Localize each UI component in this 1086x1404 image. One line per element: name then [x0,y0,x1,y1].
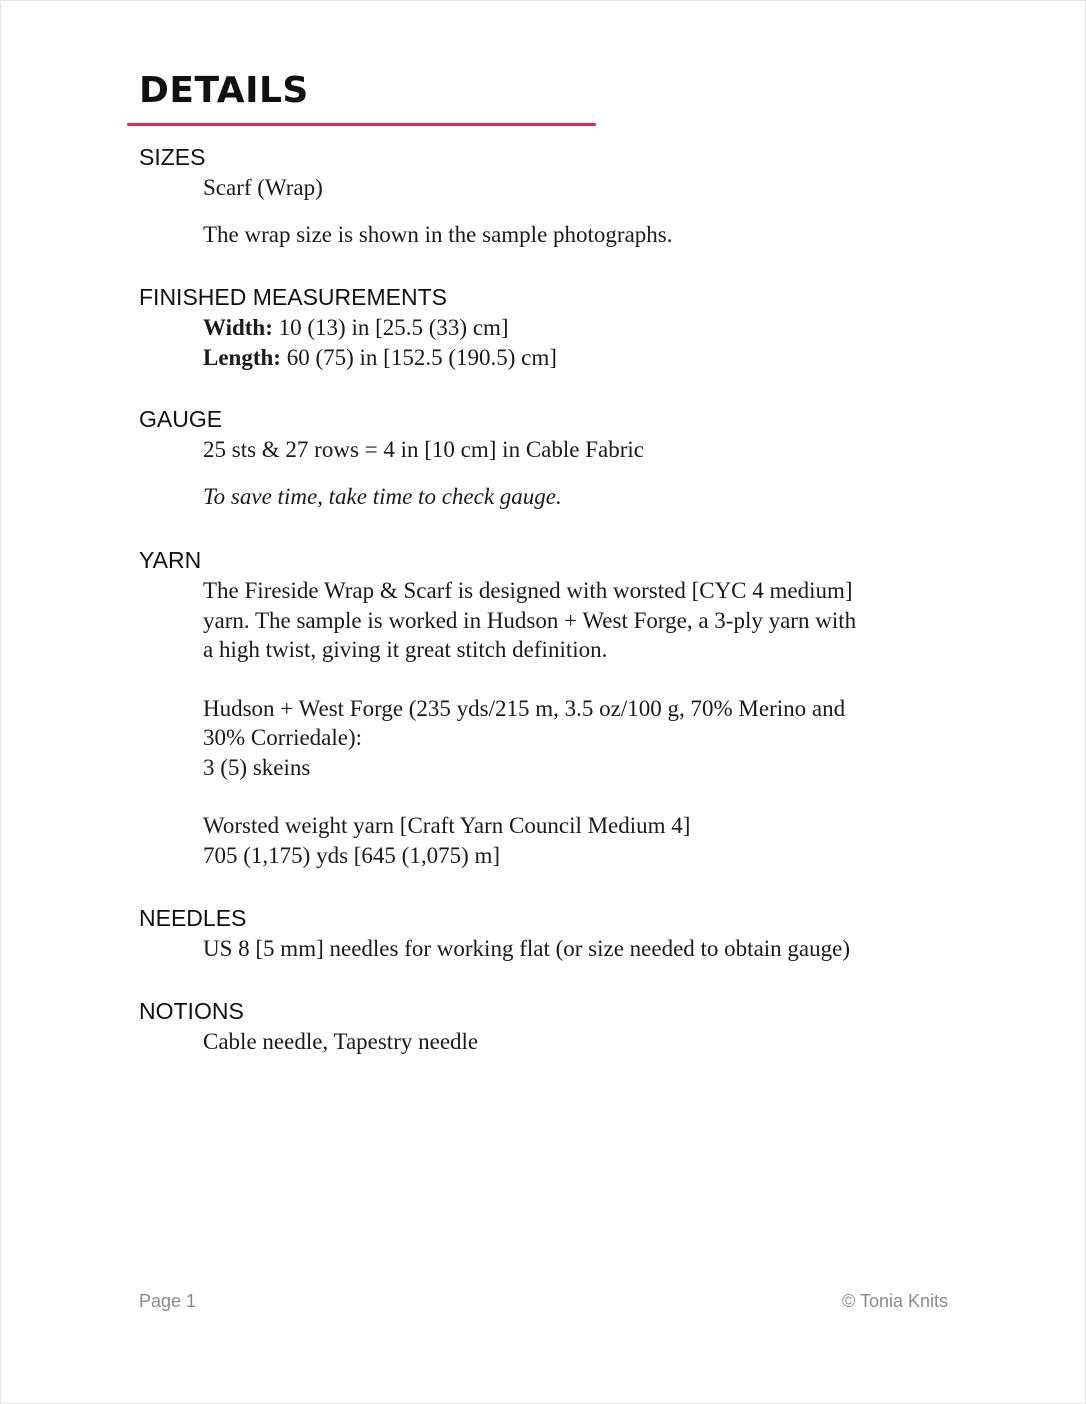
width-value: 10 (13) in [25.5 (33) cm] [272,315,509,340]
gauge-note [203,482,959,512]
length-label: Length: [203,344,281,370]
notions-section [139,996,959,1057]
notions-line: Cable needle, Tapestry needle [203,1029,479,1054]
title-underline [127,123,596,126]
page-title: DETAILS [139,70,309,111]
measurements-heading: FINISHED MEASUREMENTS [139,284,447,310]
page-number: Page 1 [139,1291,197,1311]
copyright: © Tonia Knits [842,1291,948,1311]
gauge-line: 25 sts & 27 rows = 4 in [10 cm] in Cable Fabric [203,437,644,462]
needles-section [139,903,959,964]
yarn-p3-line2: 705 (1,175) yds [645 (1,075) m] [203,842,501,868]
yarn-p1-line2: yarn. The sample is worked in Hudson + West Forge, a 3-ply yarn with [203,607,857,633]
yarn-p1-line1: The Fireside Wrap & Scarf is designed with worsted [CYC 4 medium] [203,578,853,603]
yarn-p3-line1: Worsted weight yarn [Craft Yarn Council Medium 4] [203,813,691,838]
yarn-heading: YARN [139,547,202,573]
yarn-p1-line3: a high twist, giving it great stitch definition. [203,637,608,662]
needles-heading: NEEDLES [139,905,247,931]
yarn-p2-line2: 30% Corriedale): [203,725,363,750]
width-row [203,313,959,343]
width-label: Width: [203,315,273,340]
gauge-note-text: To save time, take time to check gauge. [203,483,562,509]
length-row [203,343,959,373]
needles-line: US 8 [5 mm] needles for working flat (or size needed to obtain gauge) [203,936,850,961]
sizes-note: The wrap size is shown in the sample photographs. [203,221,673,247]
measurements-section [139,282,959,372]
sizes-heading: SIZES [139,144,206,170]
sizes-section [139,142,959,249]
gauge-section [139,404,959,511]
gauge-heading: GAUGE [139,406,223,432]
yarn-section [139,545,959,870]
yarn-p2-line3: 3 (5) skeins [203,754,311,780]
sizes-line: Scarf (Wrap) [203,175,323,200]
length-value: 60 (75) in [152.5 (190.5) cm] [280,344,557,370]
yarn-p2-line1: Hudson + West Forge (235 yds/215 m, 3.5 oz/100 g, 70% Merino and [203,695,846,721]
notions-heading: NOTIONS [139,998,244,1024]
